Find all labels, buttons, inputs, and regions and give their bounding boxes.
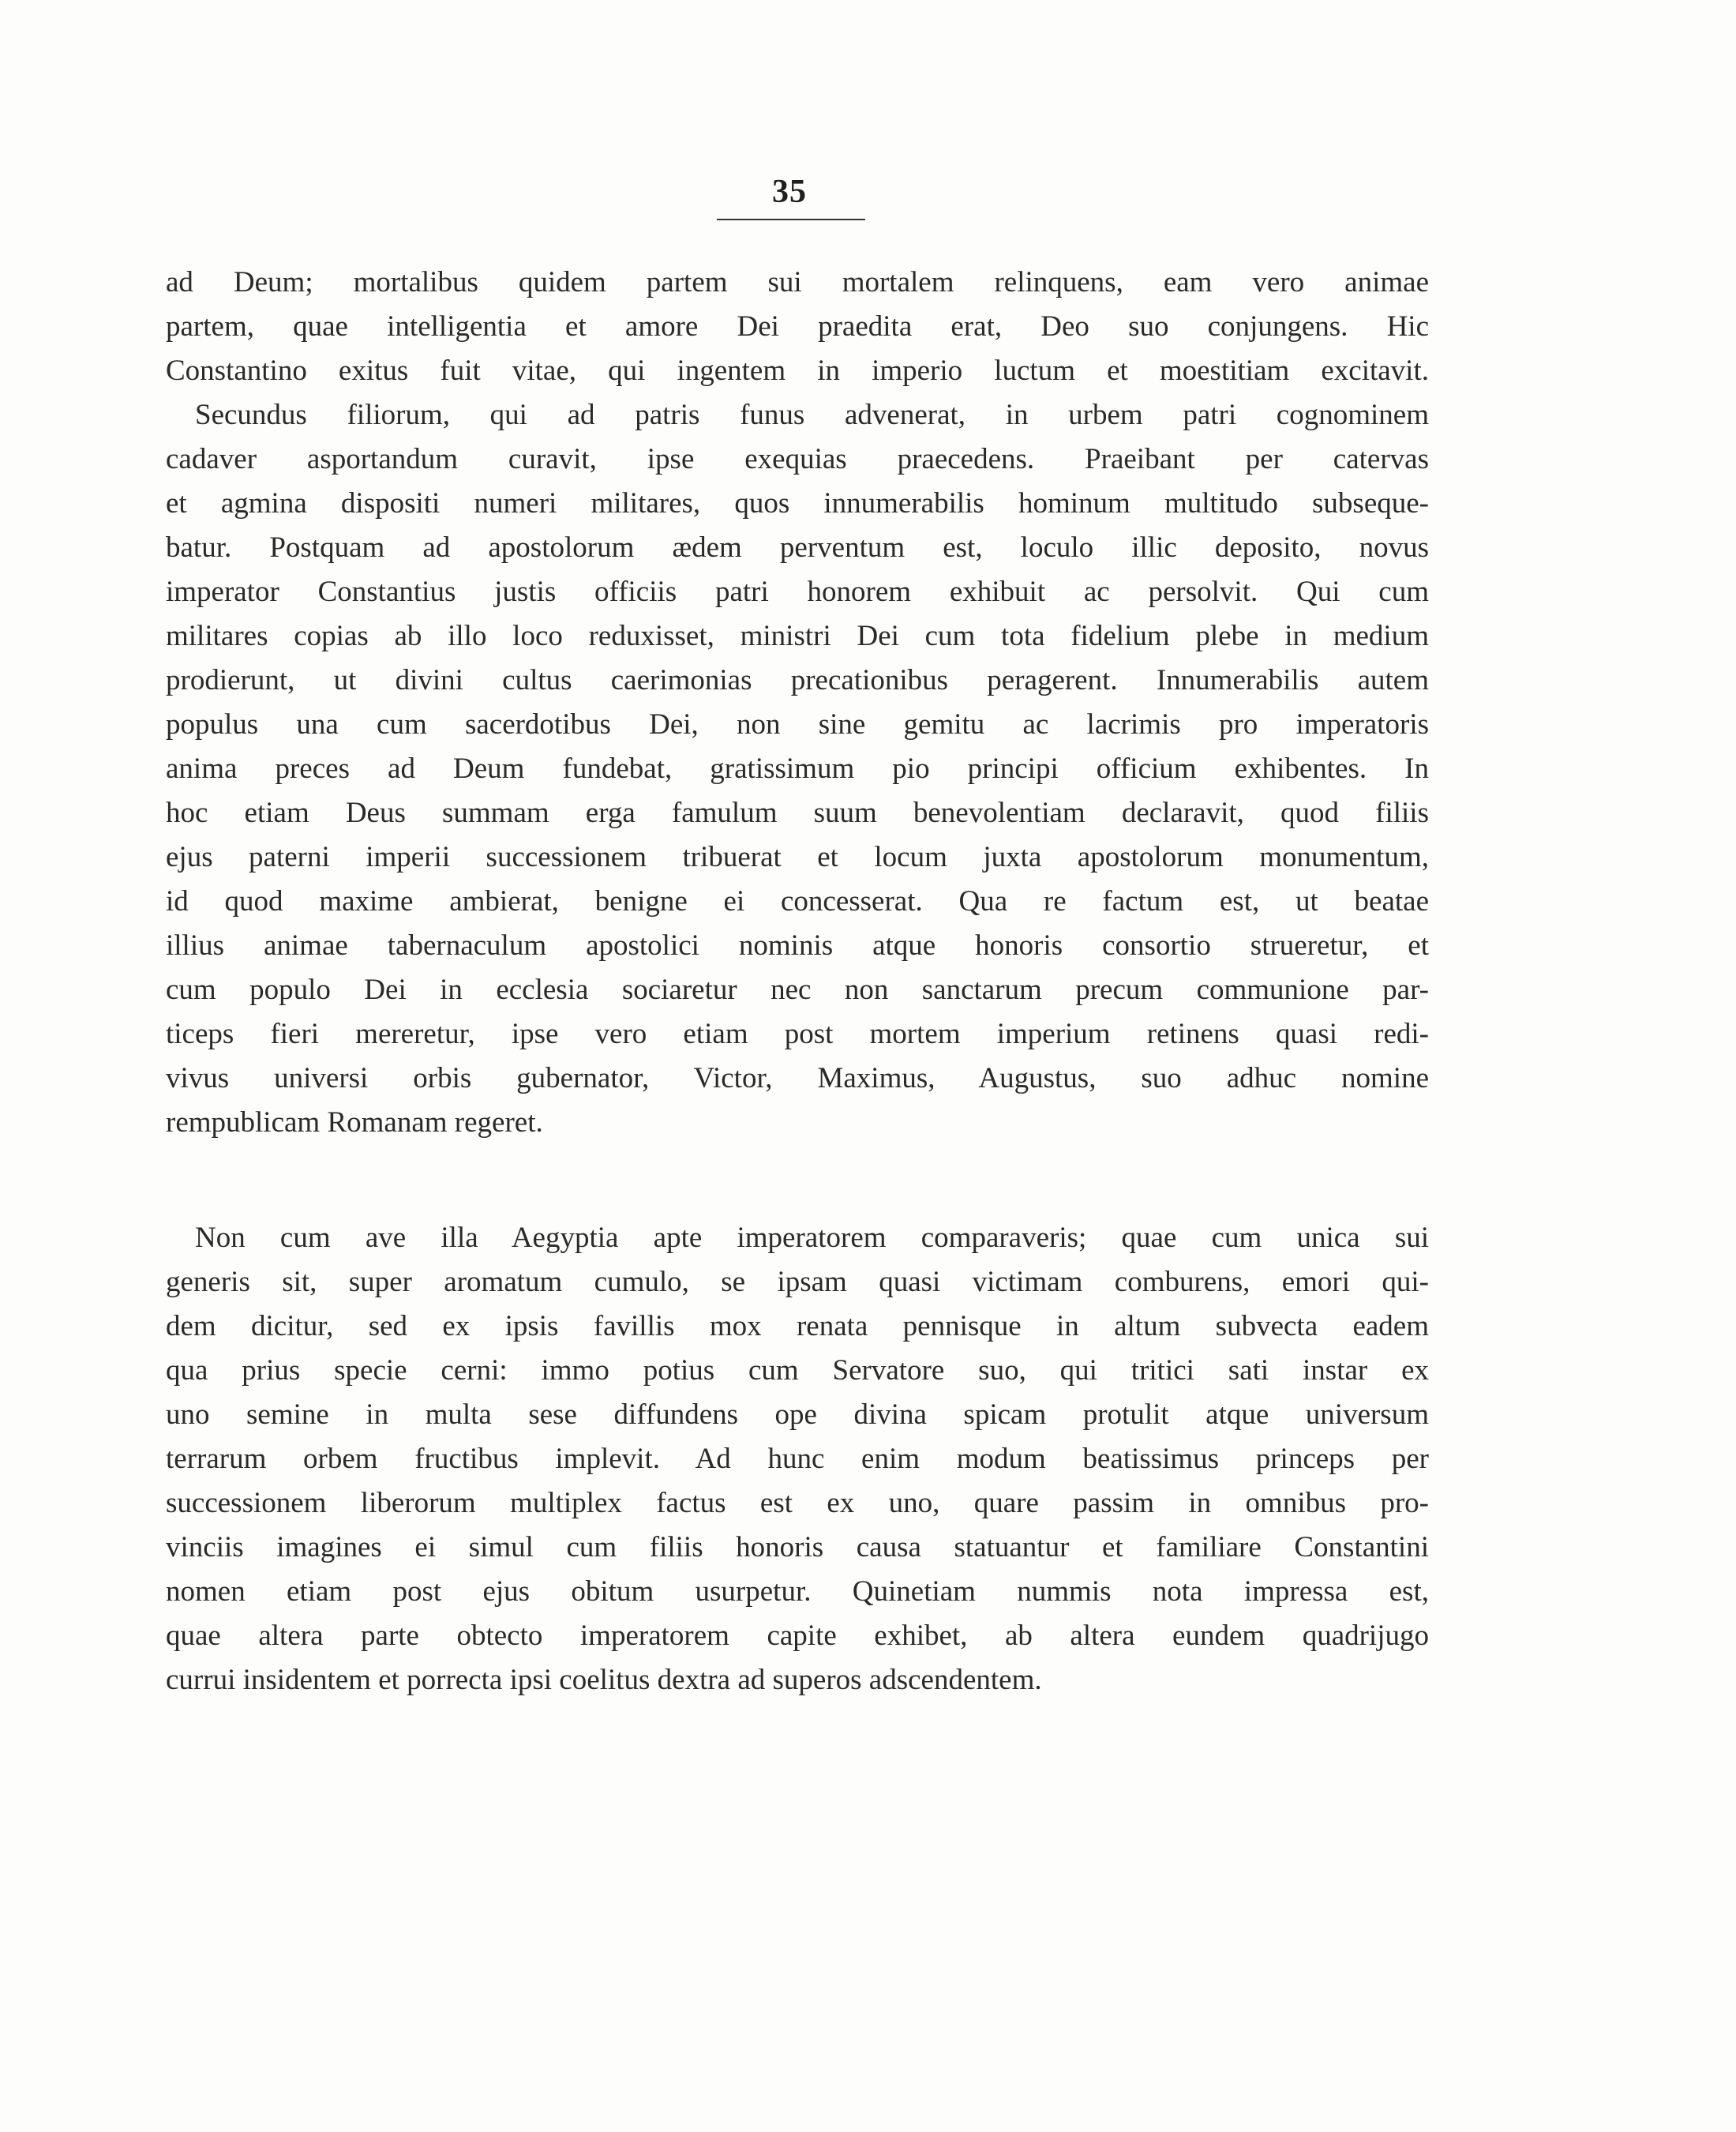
text-line: quae altera parte obtecto imperatorem capite exhibet, ab altera eundem quadrijugo bbox=[166, 1620, 1429, 1652]
text-line: cum populo Dei in ecclesia sociaretur nec non sanctarum precum communione par- bbox=[166, 974, 1429, 1006]
text-line: generis sit, super aromatum cumulo, se ipsam quasi victimam comburens, emori qui- bbox=[166, 1266, 1429, 1298]
text-line: ticeps fieri mereretur, ipse vero etiam post mortem imperium retinens quasi redi- bbox=[166, 1018, 1429, 1050]
text-line: qua prius specie cerni: immo potius cum Servatore suo, qui tritici sati instar ex bbox=[166, 1354, 1429, 1387]
text-line: uno semine in multa sese diffundens ope divina spicam protulit atque universum bbox=[166, 1398, 1429, 1431]
text-line: ad Deum; mortalibus quidem partem sui mortalem relinquens, eam vero animae bbox=[166, 266, 1429, 298]
text-line: illius animae tabernaculum apostolici nominis atque honoris consortio strueretur, et bbox=[166, 929, 1429, 962]
text-line: id quod maxime ambierat, benigne ei concesserat. Qua re factum est, ut beatae bbox=[166, 885, 1429, 918]
text-line: terrarum orbem fructibus implevit. Ad hunc enim modum beatissimus princeps per bbox=[166, 1443, 1429, 1475]
text-line: Secundus filiorum, qui ad patris funus advenerat, in urbem patri cognominem bbox=[166, 399, 1429, 431]
text-line: rempublicam Romanam regeret. bbox=[166, 1106, 543, 1139]
text-line: nomen etiam post ejus obitum usurpetur. Quinetiam nummis nota impressa est, bbox=[166, 1575, 1429, 1608]
text-line: vinciis imagines ei simul cum filiis honoris causa statuantur et familiare Constantini bbox=[166, 1531, 1429, 1563]
text-line: currui insidentem et porrecta ipsi coelitus dextra ad superos adscendentem. bbox=[166, 1664, 1042, 1696]
text-line: prodierunt, ut divini cultus caerimonias precationibus peragerent. Innumerabilis autem bbox=[166, 664, 1429, 696]
text-line: Non cum ave illa Aegyptia apte imperatorem comparaveris; quae cum unica sui bbox=[166, 1222, 1429, 1254]
text-line: dem dicitur, sed ex ipsis favillis mox renata pennisque in altum subvecta eadem bbox=[166, 1310, 1429, 1342]
text-line: partem, quae intelligentia et amore Dei praedita erat, Deo suo conjungens. Hic bbox=[166, 310, 1429, 343]
header-rule bbox=[717, 219, 865, 220]
text-line: imperator Constantius justis officiis patri honorem exhibuit ac persolvit. Qui cum bbox=[166, 576, 1429, 608]
text-line: anima preces ad Deum fundebat, gratissimum pio principi officium exhibentes. In bbox=[166, 753, 1429, 785]
text-line: militares copias ab illo loco reduxisset, ministri Dei cum tota fidelium plebe in medium bbox=[166, 620, 1429, 652]
page-number: 35 bbox=[772, 174, 807, 210]
text-line: batur. Postquam ad apostolorum ædem perventum est, loculo illic deposito, novus bbox=[166, 531, 1429, 564]
paragraph-2 bbox=[166, 1216, 1429, 1702]
text-line: et agmina dispositi numeri militares, quos innumerabilis hominum multitudo subseque- bbox=[166, 487, 1429, 520]
text-line: cadaver asportandum curavit, ipse exequias praecedens. Praeibant per catervas bbox=[166, 443, 1429, 475]
text-line: populus una cum sacerdotibus Dei, non sine gemitu ac lacrimis pro imperatoris bbox=[166, 708, 1429, 741]
text-line: Constantino exitus fuit vitae, qui ingentem in imperio luctum et moestitiam excitavit. bbox=[166, 355, 1429, 387]
text-line: hoc etiam Deus summam erga famulum suum benevolentiam declaravit, quod filiis bbox=[166, 797, 1429, 829]
text-line: vivus universi orbis gubernator, Victor, Maximus, Augustus, suo adhuc nomine bbox=[166, 1062, 1429, 1094]
text-line: successionem liberorum multiplex factus est ex uno, quare passim in omnibus pro- bbox=[166, 1487, 1429, 1519]
text-line: ejus paterni imperii successionem tribuerat et locum juxta apostolorum monumentum, bbox=[166, 841, 1429, 873]
paragraph-1 bbox=[166, 261, 1429, 1145]
